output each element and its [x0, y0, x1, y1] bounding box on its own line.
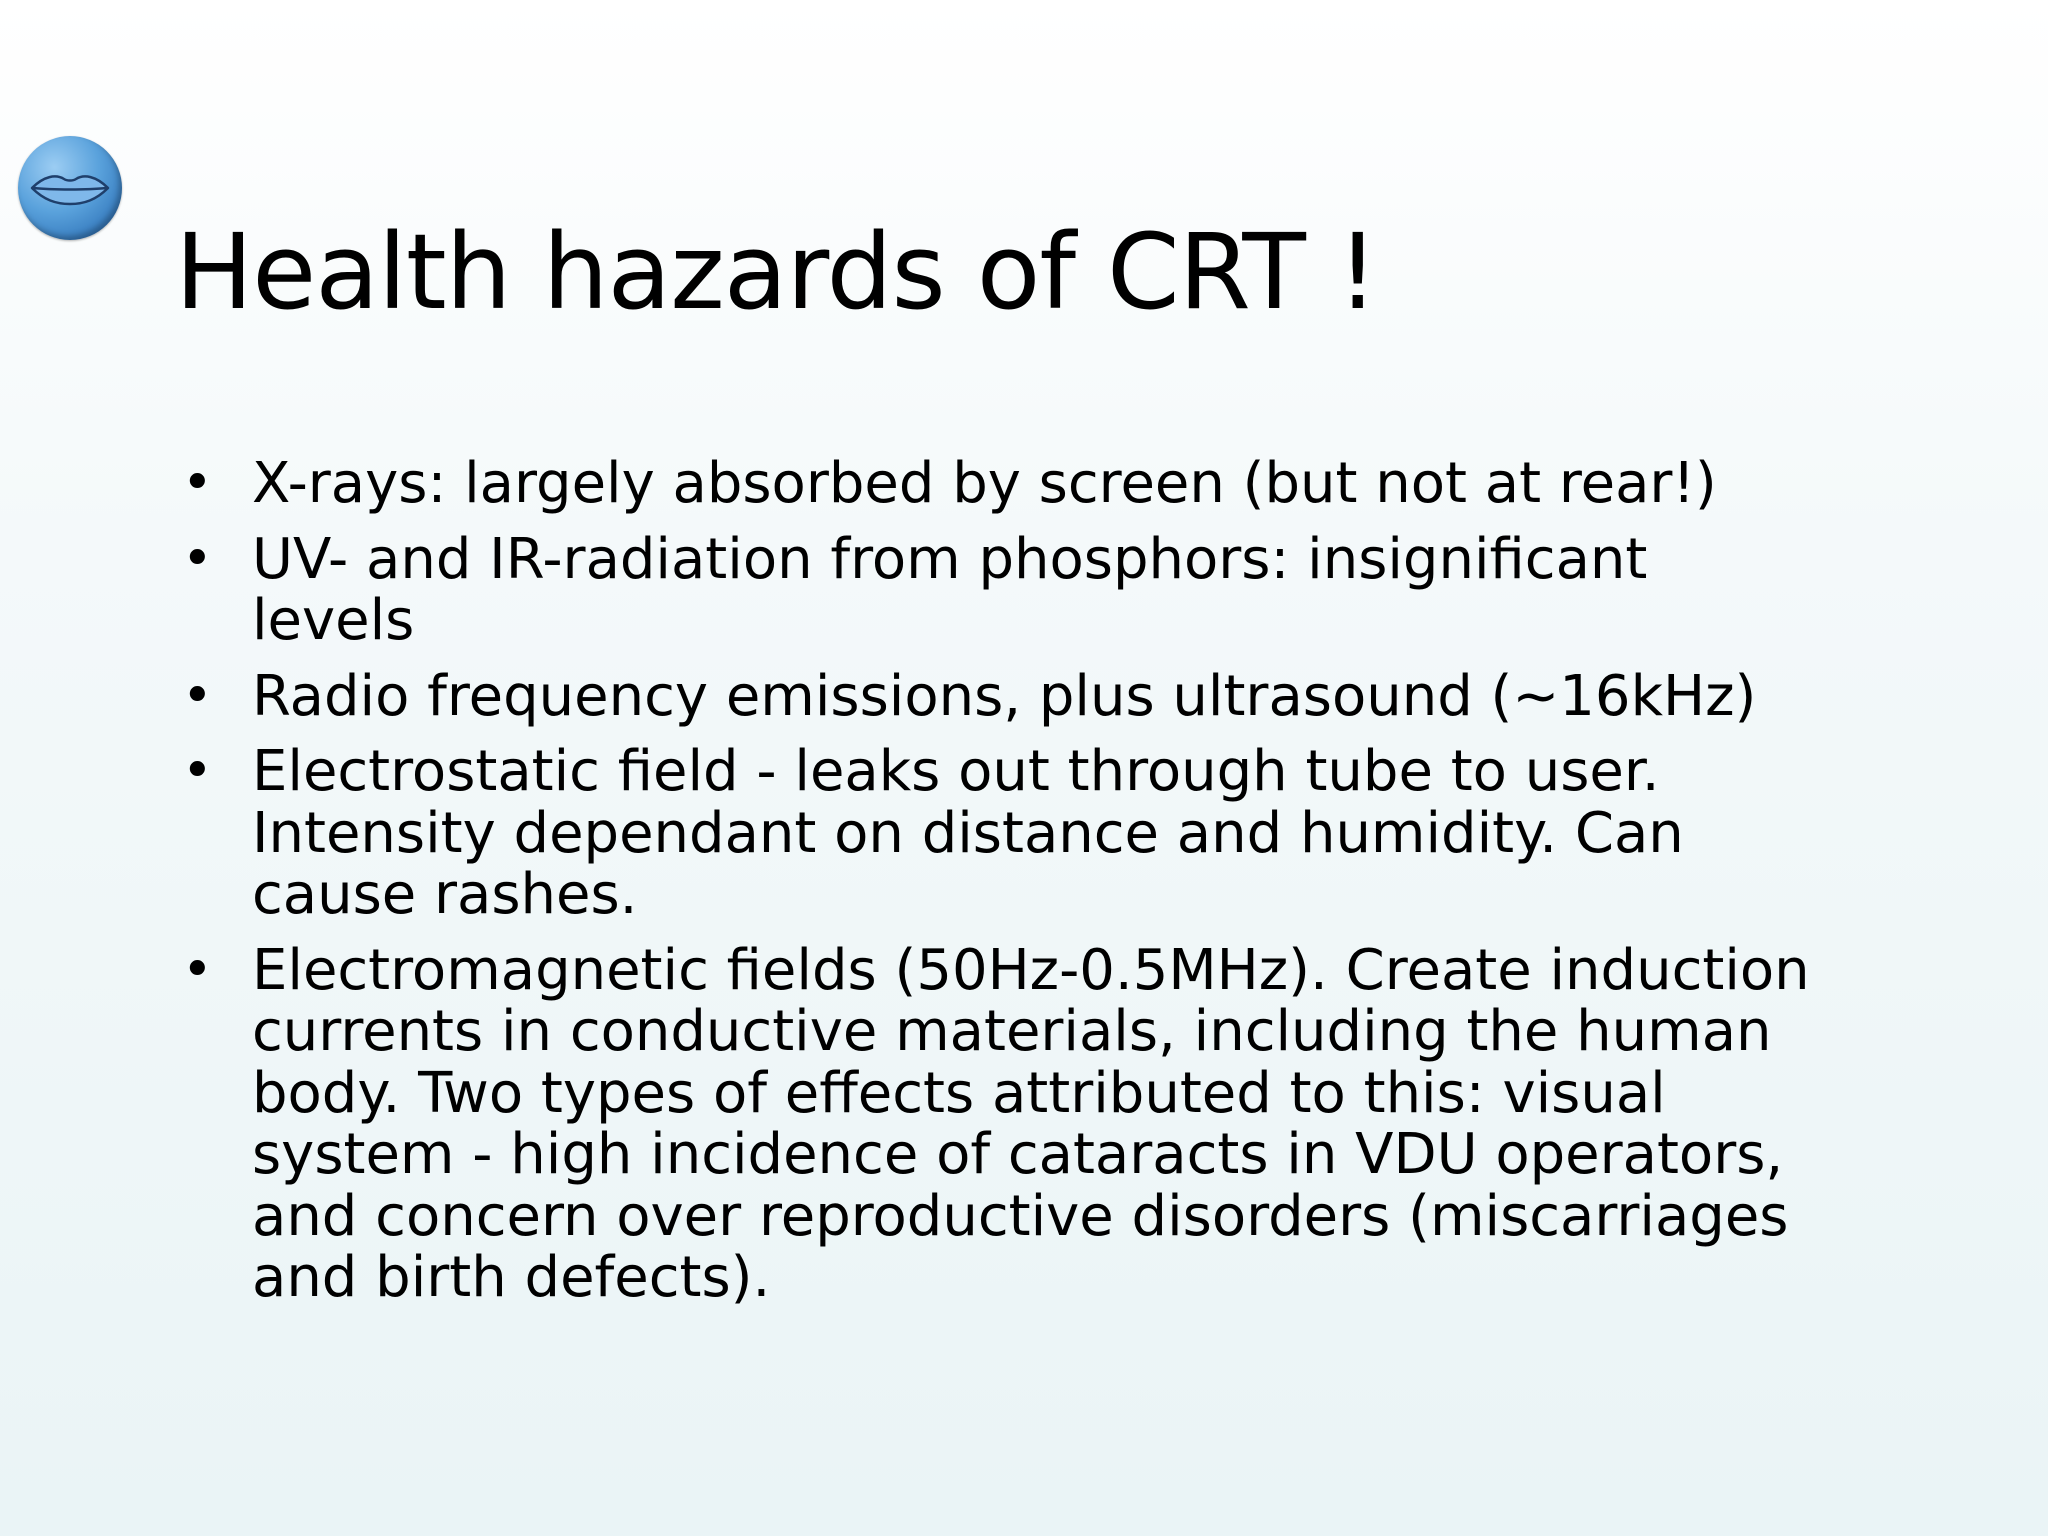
list-item — [176, 526, 1996, 653]
bullet-text: Radio frequency emissions, plus ultrasound (~16kHz) — [252, 663, 1757, 729]
bullet-text: X-rays: largely absorbed by screen (but not at rear!) — [252, 451, 1717, 516]
slide-title: Health hazards of CRT ! — [175, 211, 1378, 333]
list-item — [176, 453, 1996, 515]
bullet-icon: • — [182, 741, 213, 801]
bullet-list — [176, 453, 1996, 1323]
bullet-text: UV- and IR-radiation from phosphors: insignificant levels — [252, 526, 1648, 653]
list-item — [176, 937, 1996, 1310]
bullet-icon: • — [182, 665, 213, 726]
list-item — [176, 741, 1996, 926]
bullet-icon: • — [182, 453, 213, 513]
list-item — [176, 663, 1996, 729]
bullet-text: Electromagnetic fields (50Hz-0.5MHz). Create induction currents in conductive materials, including the human body. Two types of effects attributed to this: visual system - high incidence of cataracts in VDU operators, and concern over reproductive disorders (miscarriages and birth defects). — [252, 937, 1810, 1310]
lips-icon-graphic — [18, 136, 122, 240]
bullet-icon: • — [182, 939, 213, 1000]
lips-icon — [18, 136, 122, 240]
bullet-icon: • — [182, 528, 213, 589]
bullet-text: Electrostatic field - leaks out through tube to user. Intensity dependant on distance and humidity. Can cause rashes. — [252, 739, 1684, 927]
